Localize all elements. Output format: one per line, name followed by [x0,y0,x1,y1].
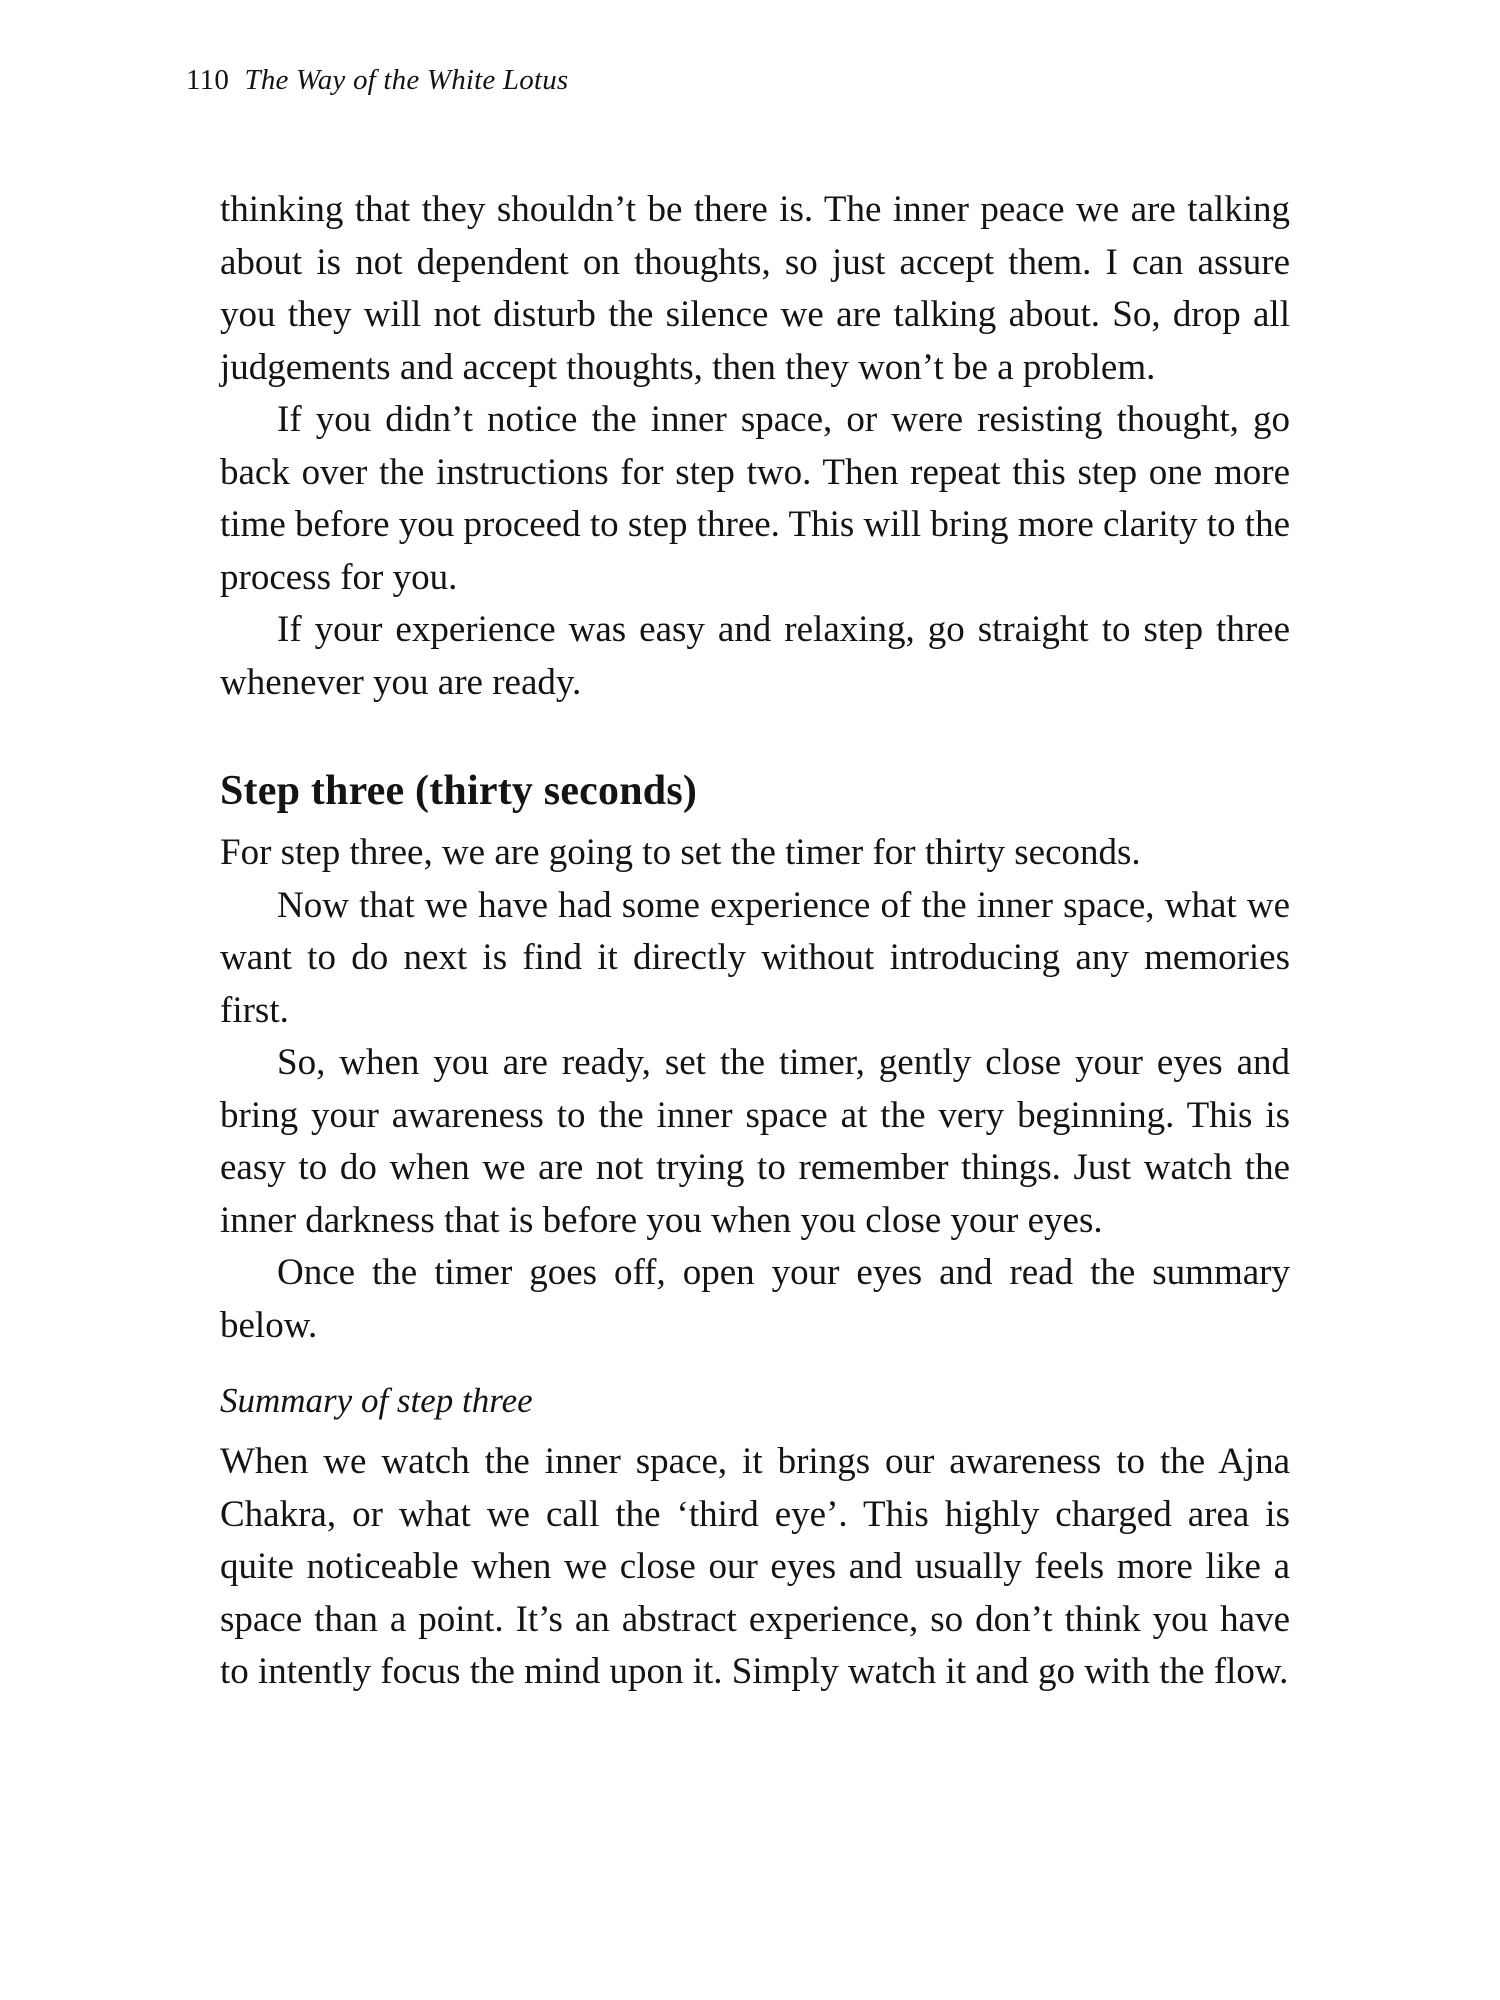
paragraph-2: If you didn’t notice the inner space, or were resisting thought, go back over the instructions for step two. Then repeat this step one more time before you proceed to step three. This will bring more clarity to the process for you. [220,399,1290,598]
paragraph-4: For step three, we are going to set the timer for thirty seconds. [220,832,1141,873]
book-title: The Way of the White Lotus [244,64,569,96]
page-number: 110 [186,64,230,96]
paragraph-7: Once the timer goes off, open your eyes and read the summary below. [220,1252,1290,1346]
section-heading-step-three: Step three (thirty seconds) [220,768,698,814]
subheading-summary-step-three: Summary of step three [220,1381,533,1420]
paragraph-8: When we watch the inner space, it brings our awareness to the Ajna Chakra, or what we call the ‘third eye’. This highly charged area is quite noticeable when we close our eyes and usually feels more like a space than a point. It’s an abstract experience, so don’t think you have to intently focus the mind upon it. Simply watch it and go with the flow. [220,1441,1290,1692]
paragraph-3: If your experience was easy and relaxing, go straight to step three whenever you are ready. [220,609,1290,703]
paragraph-1: thinking that they shouldn’t be there is. The inner peace we are talking about is not dependent on thoughts, so just accept them. I can assure you they will not disturb the silence we are talking about. So, drop all judgements and accept thoughts, then they won’t be a problem. [220,189,1290,388]
page-body [220,184,1290,1699]
paragraph-6: So, when you are ready, set the timer, gently close your eyes and bring your awareness to the inner space at the very beginning. This is easy to do when we are not trying to remember things. Just watch the inner darkness that is before you when you close your eyes. [220,1042,1290,1241]
running-head [186,62,568,98]
paragraph-5: Now that we have had some experience of the inner space, what we want to do next is find it directly without introducing any memories first. [220,884,1290,1031]
